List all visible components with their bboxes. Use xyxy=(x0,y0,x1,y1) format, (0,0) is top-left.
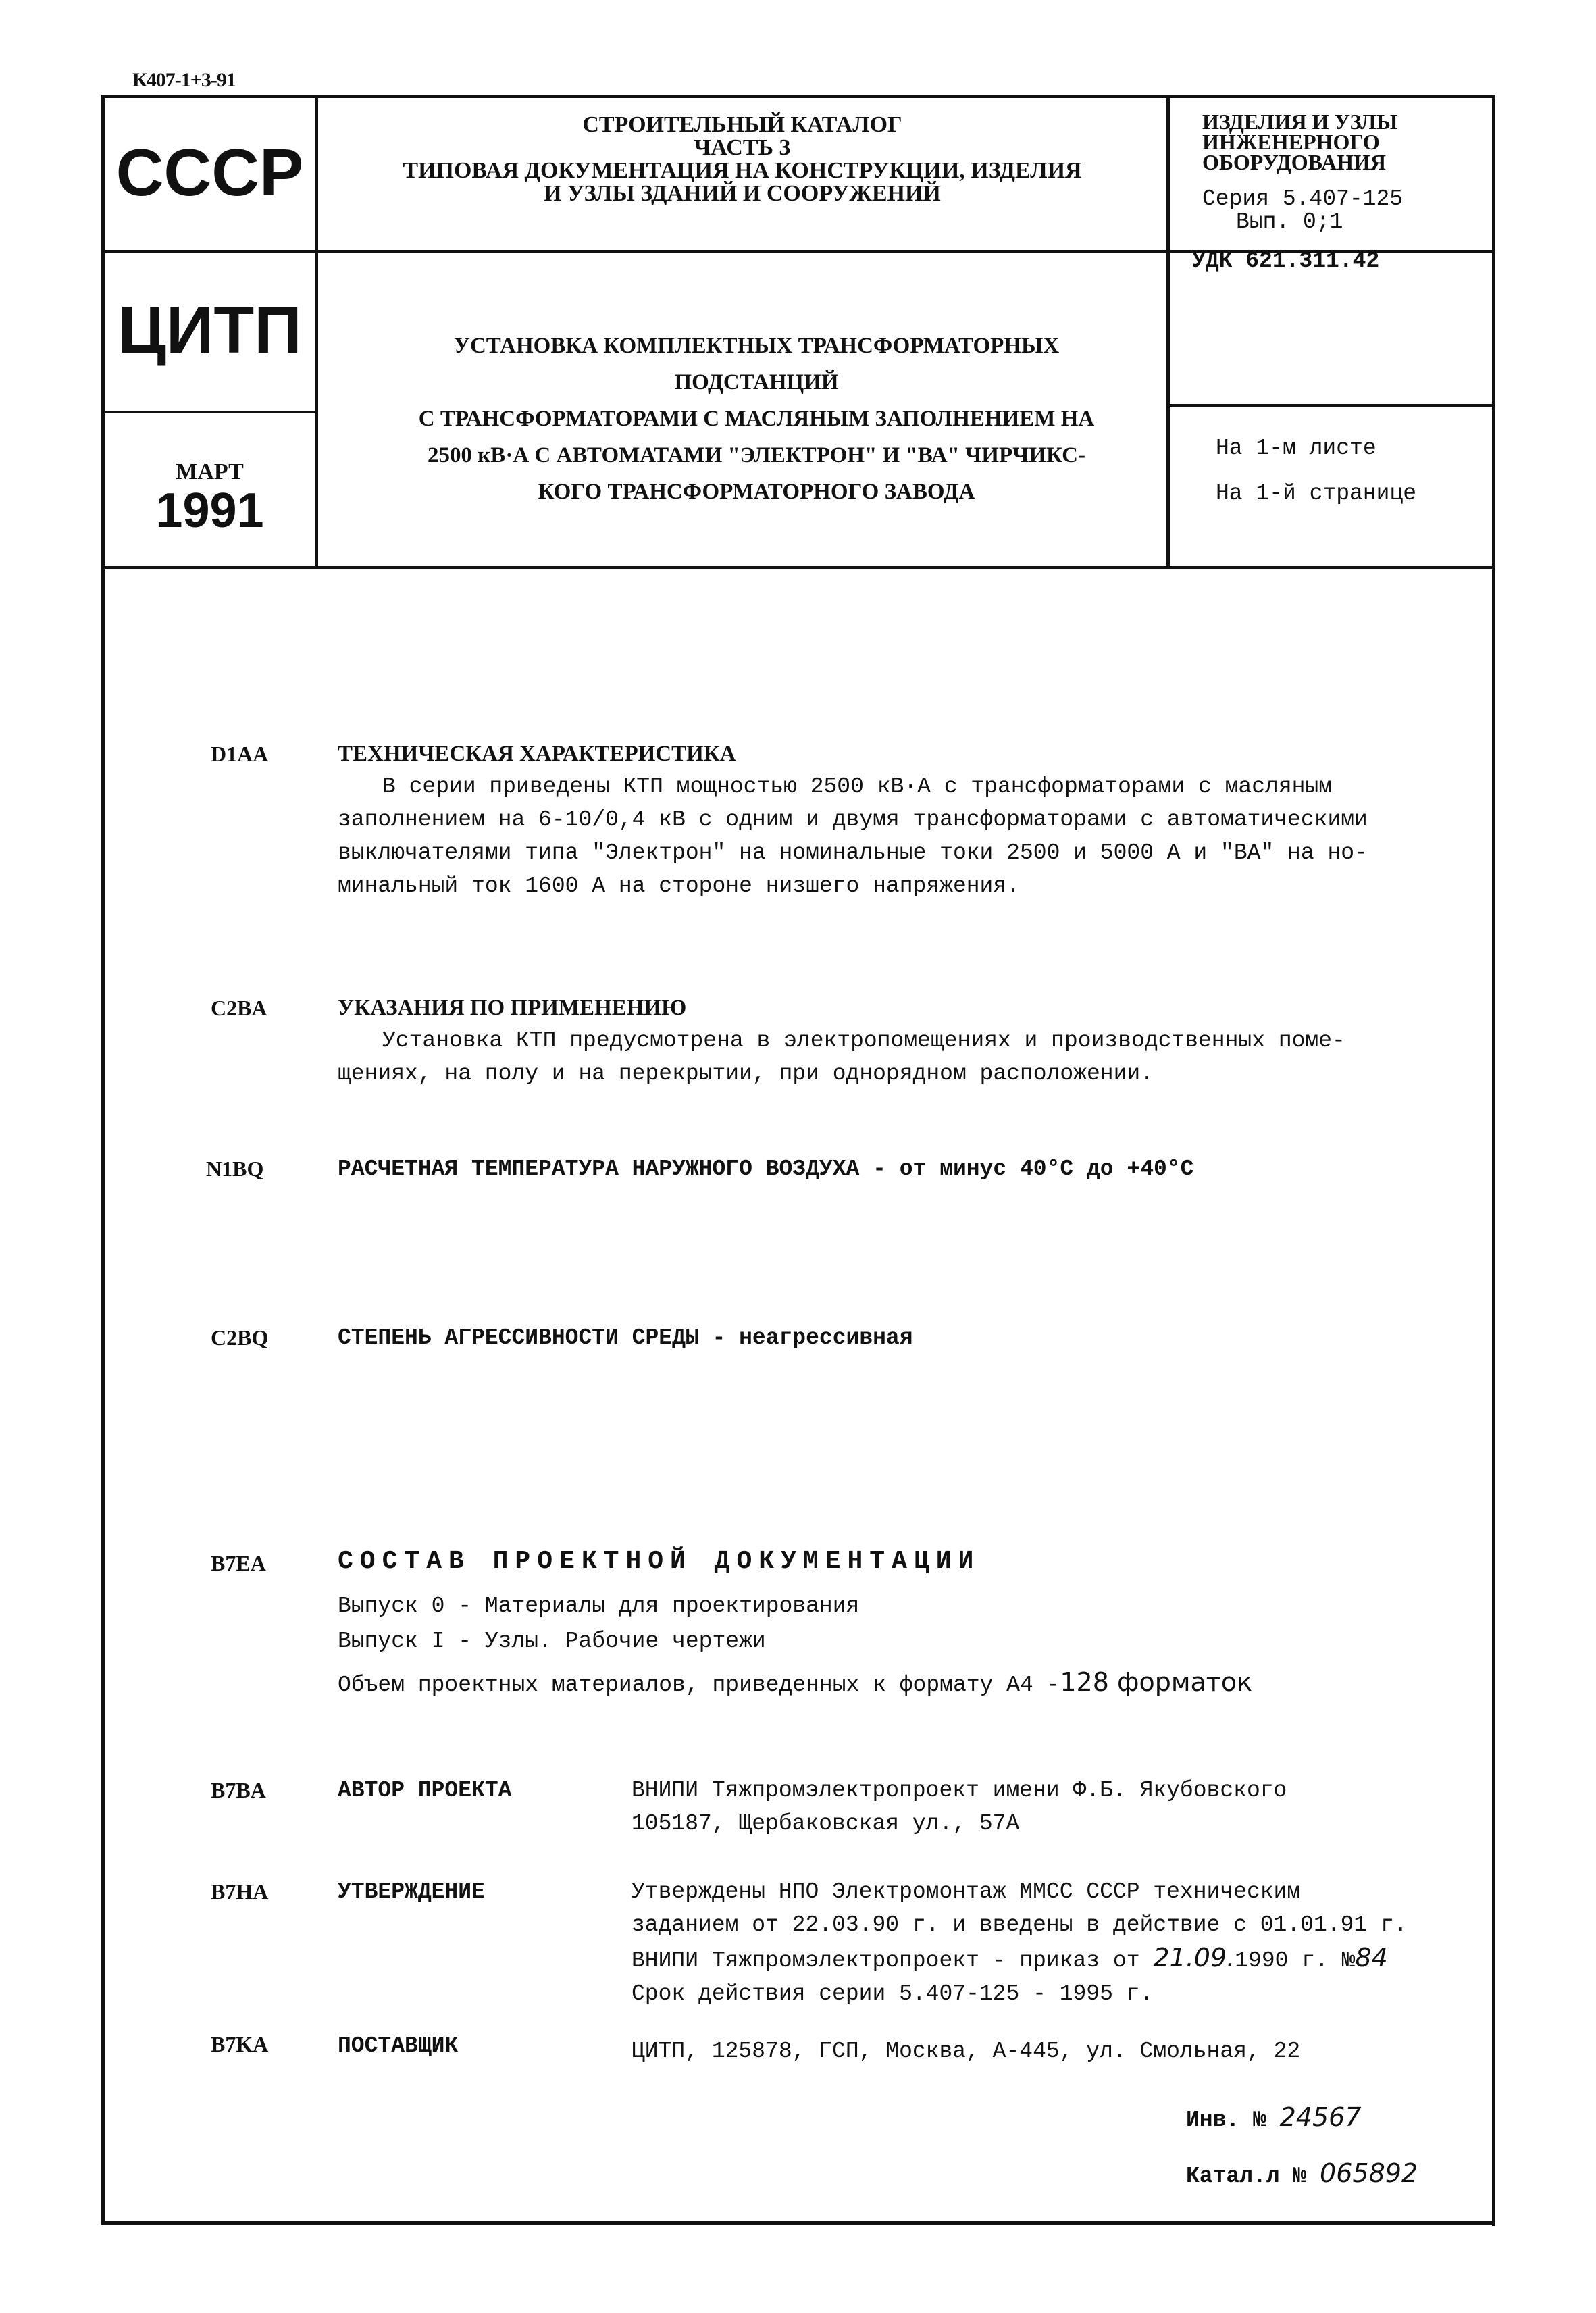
text-line: минальный ток 1600 А на стороне низшего напряжения. xyxy=(338,873,1020,898)
approval-text xyxy=(632,1875,1469,2010)
text-line: заполнением на 6-10/0,4 кВ с одним и двумя трансформаторами с автоматическими xyxy=(338,807,1368,832)
org-center: ЦИТП xyxy=(118,293,302,367)
frame-bottom xyxy=(101,2221,1495,2225)
inventory-label: Инв. № xyxy=(1186,2108,1266,2133)
text-line: В серии приведены КТП мощностью 2500 кВ·А с трансформаторами с масляным xyxy=(382,774,1333,799)
supplier-text: ЦИТП, 125878, ГСП, Москва, А-445, ул. Смольная, 22 xyxy=(632,2039,1301,2064)
usage-text xyxy=(338,1024,1459,1090)
text-line: выключателями типа "Электрон" на номинальные токи 2500 и 5000 А и "ВА" на но- xyxy=(338,840,1368,865)
inventory-handwritten: 24567 xyxy=(1279,2102,1362,2132)
header-divider-2 xyxy=(1166,95,1170,567)
title-line: С ТРАНСФОРМАТОРАМИ С МАСЛЯНЫМ ЗАПОЛНЕНИЕМ НА xyxy=(418,407,1095,431)
category-block xyxy=(1202,111,1397,172)
left-cell-line xyxy=(101,411,317,413)
text-line: 105187, Щербаковская ул., 57А xyxy=(632,1811,1020,1836)
publish-year: 1991 xyxy=(155,484,264,538)
catalog-sheet-label: Катал.л № xyxy=(1186,2164,1307,2189)
frame-top xyxy=(105,95,1495,98)
tech-text xyxy=(338,770,1459,903)
org-country: СССР xyxy=(115,135,304,209)
temperature-line: РАСЧЕТНАЯ ТЕМПЕРАТУРА НАРУЖНОГО ВОЗДУХА - от минус 40°С до +40°С xyxy=(338,1156,1194,1181)
document-title xyxy=(378,328,1135,510)
section-title-composition: СОСТАВ ПРОЕКТНОЙ ДОКУМЕНТАЦИИ xyxy=(338,1547,981,1576)
volume-text: Объем проектных материалов, приведенных к формату А4 - xyxy=(338,1673,1060,1698)
catalog-sheet-number xyxy=(1186,2157,1418,2193)
text-line: Выпуск 0 - Материалы для проектирования xyxy=(338,1594,860,1619)
author-text xyxy=(632,1774,1456,1840)
inventory-number xyxy=(1186,2101,1362,2137)
sheet-info: На 1-м листе xyxy=(1216,436,1376,461)
text-line: Срок действия серии 5.407-125 - 1995 г. xyxy=(632,1981,1154,2006)
order-year: 1990 г. № xyxy=(1235,1948,1356,1973)
approval-label: УТВЕРЖДЕНИЕ xyxy=(338,1879,485,1904)
frame-right xyxy=(1492,95,1495,2226)
title-line: КОГО ТРАНСФОРМАТОРНОГО ЗАВОДА xyxy=(538,480,975,504)
composition-text xyxy=(338,1589,1459,1703)
section-code: B7BA xyxy=(211,1778,266,1802)
category-line: ИНЖЕНЕРНОГО xyxy=(1202,130,1380,154)
text-line: щениях, на полу и на перекрытии, при однорядном расположении. xyxy=(338,1061,1154,1086)
supplier-label: ПОСТАВЩИК xyxy=(338,2033,459,2058)
udk-code: УДК 621.311.42 xyxy=(1192,249,1380,274)
volume-line xyxy=(338,1664,1459,1703)
title-line: 2500 кВ·А С АВТОМАТАМИ "ЭЛЕКТРОН" И "ВА" ЧИРЧИКС- xyxy=(428,443,1085,467)
section-code: C2BA xyxy=(211,996,267,1020)
title-line: УСТАНОВКА КОМПЛЕКТНЫХ ТРАНСФОРМАТОРНЫХ ПОДСТАНЦИЙ xyxy=(453,334,1060,395)
frame-left xyxy=(101,95,105,2222)
order-date-handwritten: 21.09. xyxy=(1153,1943,1235,1973)
section-code: B7KA xyxy=(211,2032,269,2056)
series-number: Серия 5.407-125 xyxy=(1202,186,1404,211)
author-label: АВТОР ПРОЕКТА xyxy=(338,1778,512,1803)
section-title-usage: УКАЗАНИЯ ПО ПРИМЕНЕНИЮ xyxy=(338,996,687,1020)
text-line: заданием от 22.03.90 г. и введены в действие с 01.01.91 г. xyxy=(632,1912,1408,1937)
page-info: На 1-й странице xyxy=(1216,481,1417,506)
issue-number: Вып. 0;1 xyxy=(1236,209,1343,234)
order-line xyxy=(632,1941,1469,1977)
catalog-line: СТРОИТЕЛЬНЫЙ КАТАЛОГ xyxy=(582,112,902,137)
catalog-line: ЧАСТЬ 3 xyxy=(694,135,791,160)
catalog-line: ТИПОВАЯ ДОКУМЕНТАЦИЯ НА КОНСТРУКЦИИ, ИЗДЕЛИЯ xyxy=(403,158,1082,183)
section-code: N1BQ xyxy=(206,1156,264,1181)
order-text: ВНИПИ Тяжпромэлектропроект - приказ от xyxy=(632,1948,1140,1973)
section-code: B7HA xyxy=(211,1879,269,1904)
section-code: C2BQ xyxy=(211,1325,269,1350)
publish-month: МАРТ xyxy=(176,459,244,484)
category-line: ИЗДЕЛИЯ И УЗЛЫ xyxy=(1202,109,1398,134)
aggressiveness-line: СТЕПЕНЬ АГРЕССИВНОСТИ СРЕДЫ - неагрессивная xyxy=(338,1325,913,1350)
catalog-sheet-handwritten: 065892 xyxy=(1320,2158,1418,2188)
catalog-heading xyxy=(318,113,1166,205)
document-code: К407-1+3-91 xyxy=(132,69,236,91)
category-line: ОБОРУДОВАНИЯ xyxy=(1202,150,1386,174)
text-line: Установка КТП предусмотрена в электропомещениях и производственных поме- xyxy=(382,1028,1345,1053)
section-code: B7EA xyxy=(211,1551,266,1575)
text-line: ВНИПИ Тяжпромэлектропроект имени Ф.Б. Якубовского xyxy=(632,1778,1287,1803)
header-bottom-line xyxy=(101,566,1495,569)
order-number-handwritten: 84 xyxy=(1355,1943,1388,1973)
section-code: D1AA xyxy=(211,742,269,766)
section-title-tech: ТЕХНИЧЕСКАЯ ХАРАКТЕРИСТИКА xyxy=(338,742,736,766)
right-cell-line xyxy=(1166,404,1495,407)
catalog-line: И УЗЛЫ ЗДАНИЙ И СООРУЖЕНИЙ xyxy=(544,181,941,206)
text-line: Утверждены НПО Электромонтаж ММСС СССР техническим xyxy=(632,1879,1301,1904)
text-line: Выпуск I - Узлы. Рабочие чертежи xyxy=(338,1629,766,1654)
volume-handwritten: 128 форматок xyxy=(1060,1667,1253,1697)
